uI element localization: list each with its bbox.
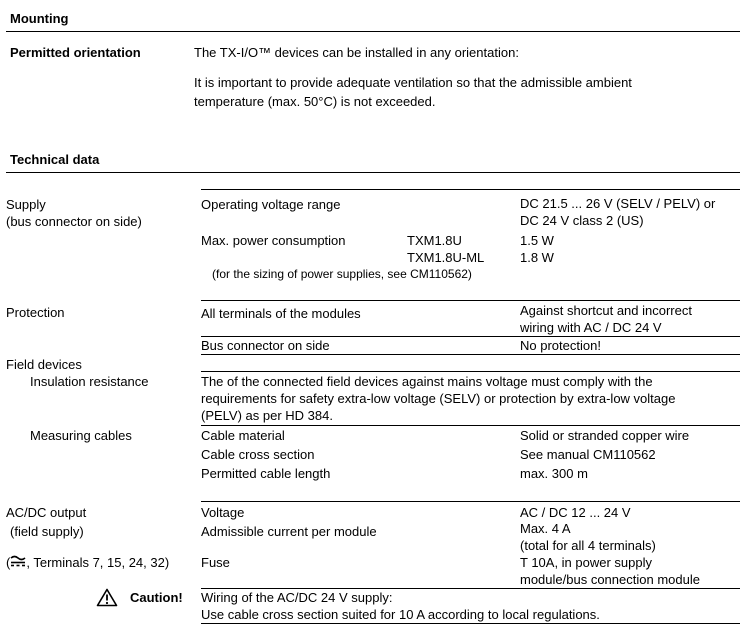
acdc-current-value-1: Max. 4 A: [520, 521, 571, 536]
technical-heading: Technical data: [10, 152, 100, 167]
protection-label: Protection: [6, 305, 65, 320]
acdc-terminals-label: ( , Terminals 7, 15, 24, 32): [6, 553, 169, 572]
power-supply-note: (for the sizing of power supplies, see CM110562): [212, 267, 472, 281]
supply-label-1: Supply: [6, 197, 46, 212]
cable-length-value: max. 300 m: [520, 466, 588, 481]
protection-row1-value-2: wiring with AC / DC 24 V: [520, 320, 662, 335]
op-voltage-label: Operating voltage range: [201, 197, 341, 212]
caution-text-2: Use cable cross section suited for 10 A according to local regulations.: [201, 607, 600, 622]
cable-length-label: Permitted cable length: [201, 466, 331, 481]
power-label: Max. power consumption: [201, 233, 346, 248]
cable-material-label: Cable material: [201, 428, 285, 443]
warning-triangle-icon: [96, 588, 118, 612]
acdc-current-value-2: (total for all 4 terminals): [520, 538, 656, 553]
measuring-cables-label: Measuring cables: [30, 428, 132, 443]
acdc-label-2: (field supply): [10, 524, 84, 539]
orientation-text-3: temperature (max. 50°C) is not exceeded.: [194, 94, 436, 109]
field-devices-label: Field devices: [6, 357, 82, 372]
acdc-current-label: Admissible current per module: [201, 524, 377, 539]
protection-row2-label: Bus connector on side: [201, 338, 330, 353]
protection-row1-value-1: Against shortcut and incorrect: [520, 303, 692, 318]
caution-divider-bottom: [201, 623, 740, 624]
insulation-text-2: requirements for safety extra-low voltage (SELV) or protection by extra-low voltage: [201, 391, 676, 406]
model-2: TXM1.8U-ML: [407, 250, 485, 265]
technical-divider: [6, 172, 740, 173]
ac-dc-symbol-icon: [10, 553, 26, 572]
cable-cross-value: See manual CM110562: [520, 447, 656, 462]
insulation-label: Insulation resistance: [30, 374, 149, 389]
protection-row1-label: All terminals of the modules: [201, 306, 361, 321]
orientation-text-1: The TX-I/O™ devices can be installed in any orientation:: [194, 45, 519, 60]
insulation-text-1: The of the connected field devices against mains voltage must comply with the: [201, 374, 653, 389]
op-voltage-value-2: DC 24 V class 2 (US): [520, 213, 644, 228]
model-1: TXM1.8U: [407, 233, 462, 248]
fuse-value-1: T 10A, in power supply: [520, 555, 652, 570]
fuse-label: Fuse: [201, 555, 230, 570]
orientation-label: Permitted orientation: [10, 45, 141, 60]
acdc-voltage-value: AC / DC 12 ... 24 V: [520, 505, 631, 520]
mounting-heading: Mounting: [10, 11, 69, 26]
acdc-divider: [201, 501, 740, 502]
cable-material-value: Solid or stranded copper wire: [520, 428, 690, 443]
supply-label-2: (bus connector on side): [6, 214, 142, 229]
acdc-voltage-label: Voltage: [201, 505, 245, 520]
model-1-value: 1.5 W: [520, 233, 554, 248]
op-voltage-value-1: DC 21.5 ... 26 V (SELV / PELV) or: [520, 196, 716, 211]
supply-divider: [201, 189, 740, 190]
acdc-label-1: AC/DC output: [6, 505, 87, 520]
insulation-text-3: (PELV) as per HD 384.: [201, 408, 333, 423]
protection-row2-value: No protection!: [520, 338, 601, 353]
caution-text-1: Wiring of the AC/DC 24 V supply:: [201, 590, 393, 605]
caution-label: Caution!: [130, 590, 183, 605]
orientation-text-2: It is important to provide adequate ventilation so that the admissible ambient: [194, 75, 632, 90]
cable-cross-label: Cable cross section: [201, 447, 315, 462]
model-2-value: 1.8 W: [520, 250, 554, 265]
fuse-value-2: module/bus connection module: [520, 572, 700, 587]
field-devices-divider-1: [201, 354, 740, 355]
mounting-divider: [6, 31, 740, 32]
